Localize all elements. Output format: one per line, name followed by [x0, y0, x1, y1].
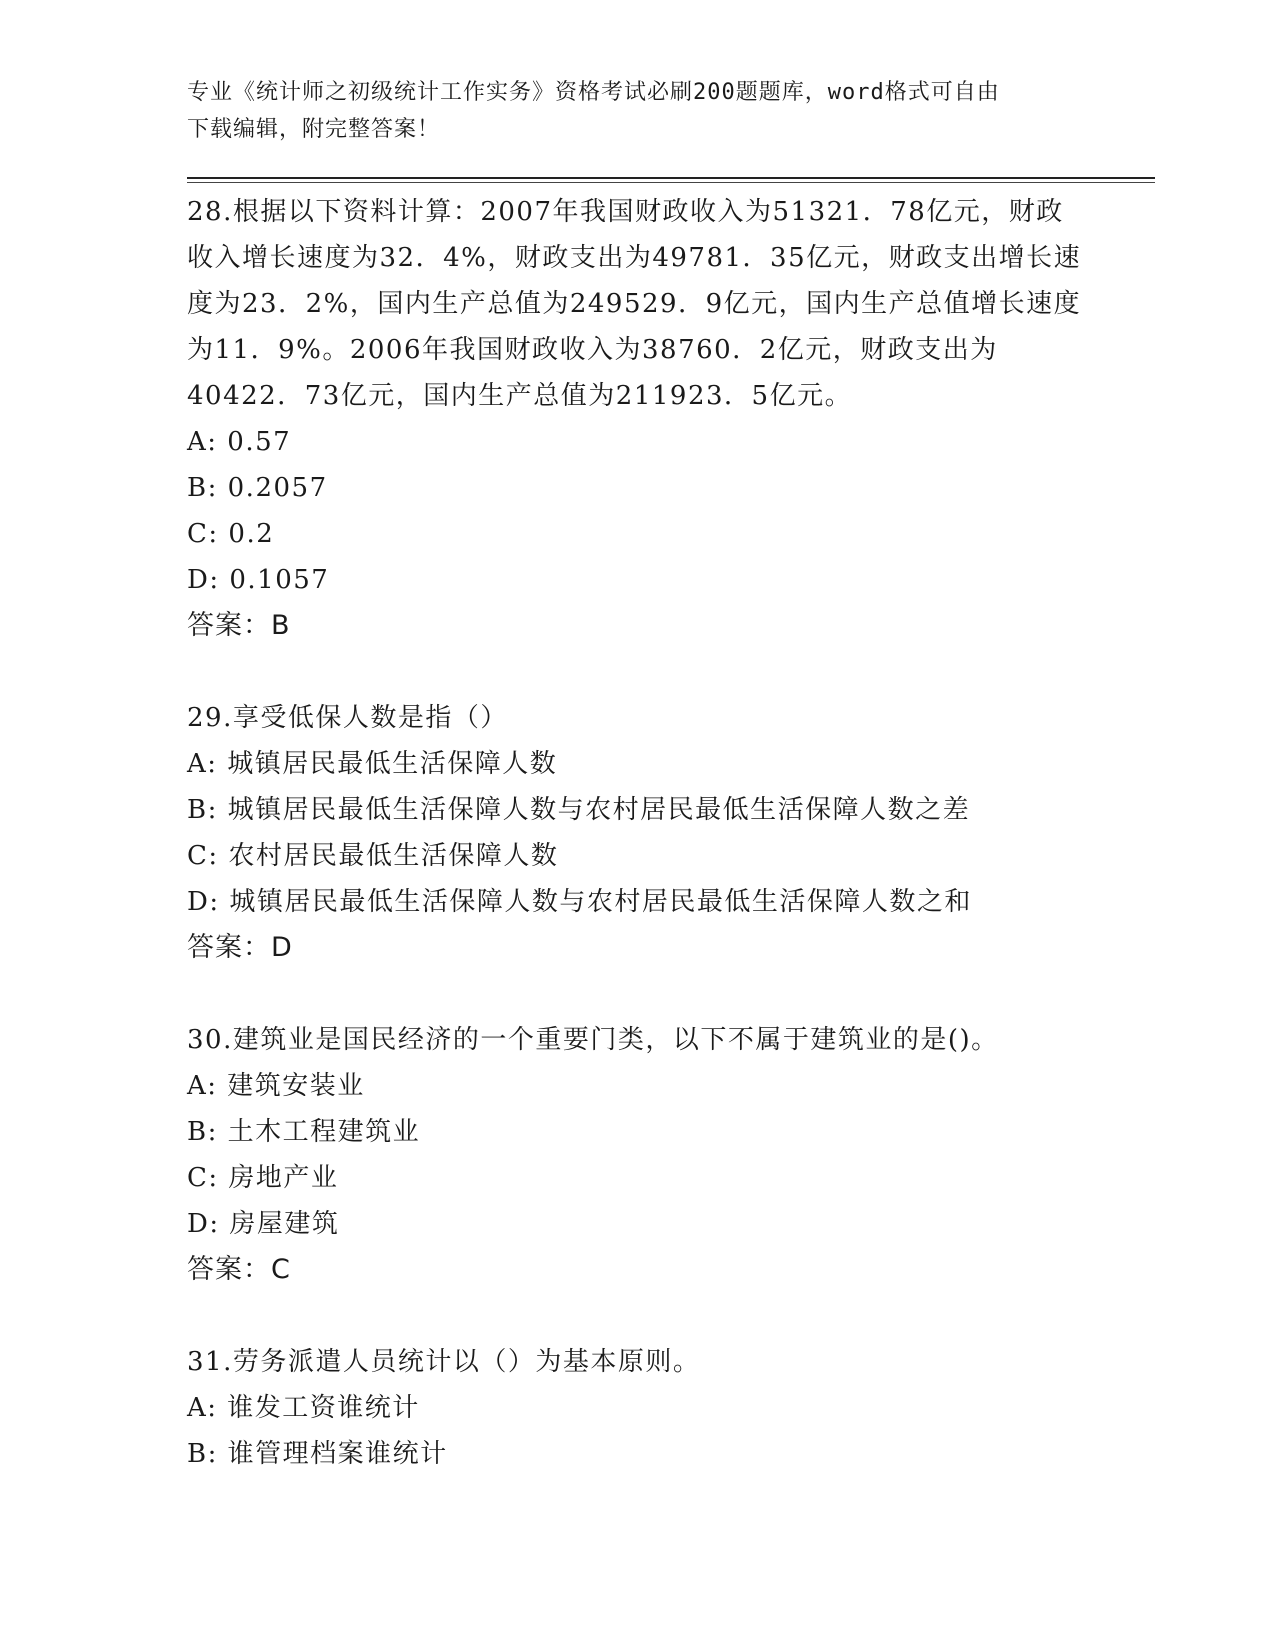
question-29 — [187, 695, 1087, 971]
option-c: C: 农村居民最低生活保障人数 — [187, 841, 559, 871]
option-d: D: 房屋建筑 — [187, 1209, 340, 1239]
question-stem: 29.享受低保人数是指（） — [187, 703, 508, 733]
question-28 — [187, 189, 1087, 649]
header-line-1: 专业《统计师之初级统计工作实务》资格考试必刷200题题库，word格式可自由 — [187, 80, 1000, 105]
question-30 — [187, 1017, 1087, 1293]
header-rule-thick — [187, 177, 1155, 179]
question-stem: 31.劳务派遣人员统计以（）为基本原则。 — [187, 1347, 701, 1377]
question-31 — [187, 1339, 1087, 1477]
answer-line: 答案：B — [187, 610, 291, 641]
question-list — [187, 189, 1087, 1523]
answer-line: 答案：C — [187, 1254, 291, 1285]
option-b: B: 城镇居民最低生活保障人数与农村居民最低生活保障人数之差 — [187, 795, 971, 825]
question-stem: 28.根据以下资料计算：2007年我国财政收入为51321．78亿元，财政收入增长速度为32．4%，财政支出为49781．35亿元，财政支出增长速度为23．2%，国内生产总值为249529．9亿元，国内生产总值增长速度为11．9%。2006年我国财政收入为38760．2亿元，财政支出为40422．73亿元，国内生产总值为211923．5亿元。 — [187, 197, 1082, 411]
document-header — [187, 74, 1067, 148]
option-b: B: 0.2057 — [187, 473, 328, 503]
option-c: C: 房地产业 — [187, 1163, 339, 1193]
option-d: D: 城镇居民最低生活保障人数与农村居民最低生活保障人数之和 — [187, 887, 972, 917]
header-line-2: 下载编辑，附完整答案！ — [187, 117, 441, 142]
option-a: A: 谁发工资谁统计 — [187, 1393, 420, 1423]
option-a: A: 建筑安装业 — [187, 1071, 365, 1101]
question-stem: 30.建筑业是国民经济的一个重要门类，以下不属于建筑业的是()。 — [187, 1025, 999, 1055]
option-b: B: 谁管理档案谁统计 — [187, 1439, 448, 1469]
answer-line: 答案：D — [187, 932, 293, 963]
option-b: B: 土木工程建筑业 — [187, 1117, 421, 1147]
option-c: C: 0.2 — [187, 519, 275, 549]
option-d: D: 0.1057 — [187, 565, 330, 595]
option-a: A: 城镇居民最低生活保障人数 — [187, 749, 558, 779]
option-a: A: 0.57 — [187, 427, 292, 457]
header-rule-thin — [187, 182, 1155, 183]
